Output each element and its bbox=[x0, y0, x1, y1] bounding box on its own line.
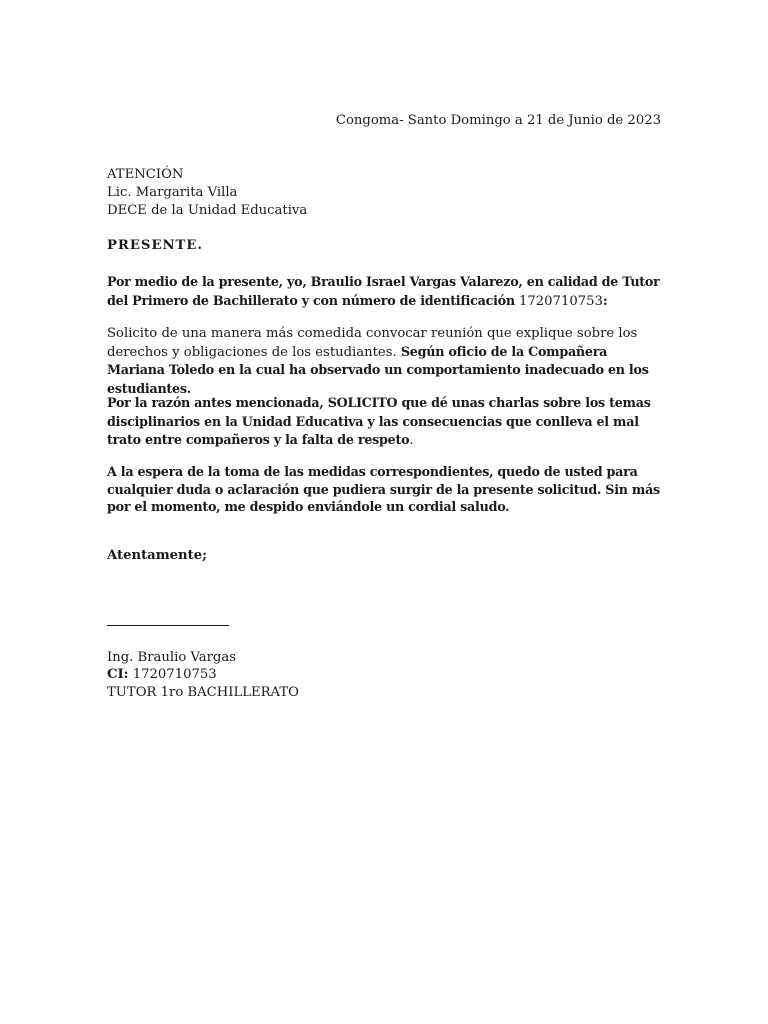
attention-label: ATENCIÓN bbox=[107, 167, 184, 182]
request-paragraph bbox=[107, 325, 667, 398]
ci-label: CI: bbox=[107, 667, 129, 682]
intro-paragraph bbox=[107, 273, 667, 310]
request-text: Solicito de una manera más comedida convocar reunión que explique sobre los derechos y obligaciones de los estudiantes. bbox=[107, 326, 638, 360]
intro-id-number: 1720710753 bbox=[519, 293, 603, 309]
signature-ci bbox=[107, 666, 217, 684]
ci-value: 1720710753 bbox=[128, 667, 217, 682]
charlas-text: Por la razón antes mencionada, SOLICITO que dé unas charlas sobre los temas disciplinarios en la Unidad Educativa y las consecuencias que conlleva el mal trato entre compañeros y la falta de respeto bbox=[107, 395, 651, 447]
charlas-end: . bbox=[409, 433, 414, 448]
signature-line bbox=[107, 625, 229, 626]
charlas-paragraph bbox=[107, 394, 667, 450]
signature-role: TUTOR 1ro BACHILLERATO bbox=[107, 685, 299, 700]
recipient-name: Lic. Margarita Villa bbox=[107, 185, 238, 200]
request-bold-text: Según oficio de la Compañera Mariana Toledo en la cual ha observado un comportamiento inadecuado en los estudiantes. bbox=[107, 343, 649, 396]
recipient-department: DECE de la Unidad Educativa bbox=[107, 203, 308, 218]
closing-paragraph: A la espera de la toma de las medidas correspondientes, quedo de usted para cualquier duda o aclaración que pudiera surgir de la presente solicitud. Sin más por el momento, me despido enviándole un cordial saludo. bbox=[107, 464, 660, 514]
intro-text: Por medio de la presente, yo, Braulio Israel Vargas Valarezo, en calidad de Tutor del Primero de Bachillerato y con número de identificación bbox=[107, 274, 660, 308]
farewell: Atentamente; bbox=[107, 548, 207, 563]
date-line: Congoma- Santo Domingo a 21 de Junio de 2023 bbox=[335, 113, 661, 128]
salutation: PRESENTE. bbox=[107, 238, 204, 253]
signature-name: Ing. Braulio Vargas bbox=[107, 650, 236, 665]
intro-end: : bbox=[602, 293, 608, 309]
